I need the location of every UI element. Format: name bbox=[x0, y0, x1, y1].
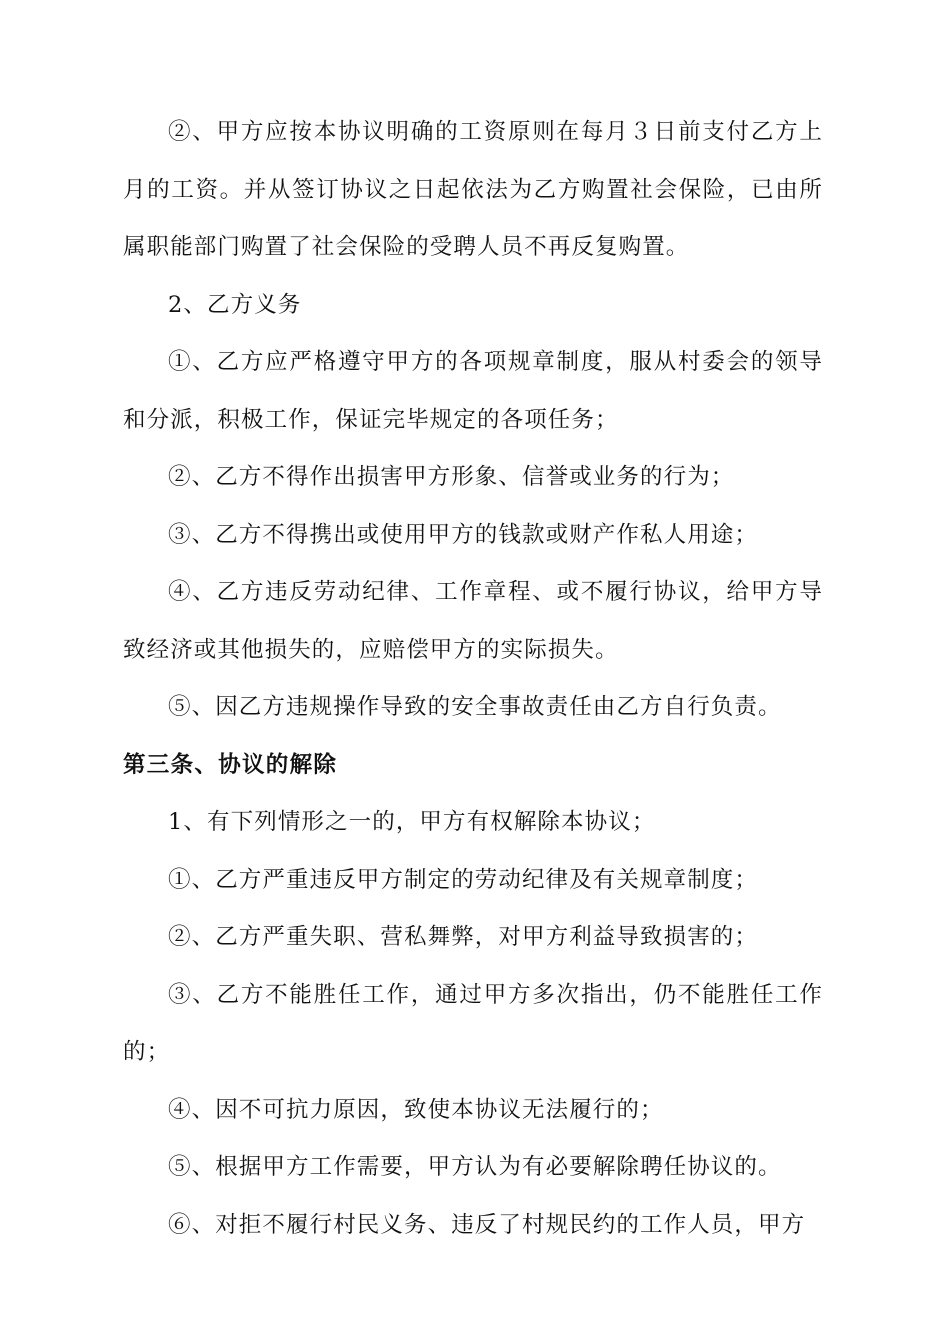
paragraph-obligation-2: ②、乙方不得作出损害甲方形象、信誉或业务的行为； bbox=[168, 464, 735, 490]
document-body bbox=[123, 104, 823, 1254]
paragraph-salary-payment: ②、甲方应按本协议明确的工资原则在每月３日前支付乙方上月的工资。并从签订协议之日起依法为乙方购置社会保险，已由所属职能部门购置了社会保险的受聘人员不再反复购置。 bbox=[123, 119, 823, 260]
paragraph-obligation-4: ④、乙方违反劳动纪律、工作章程、或不履行协议，给甲方导致经济或其他损失的，应赔偿甲方的实际损失。 bbox=[123, 579, 823, 663]
paragraph-termination-6: ⑥、对拒不履行村民义务、违反了村规民约的工作人员，甲方 bbox=[168, 1211, 806, 1238]
section-heading-article-3: 第三条、协议的解除 bbox=[123, 751, 338, 778]
paragraph-termination-4: ④、因不可抗力原因，致使本协议无法履行的； bbox=[168, 1096, 664, 1123]
paragraph-termination-2: ②、乙方严重失职、营私舞弊，对甲方利益导致损害的； bbox=[168, 924, 759, 950]
paragraph-obligation-1: ①、乙方应严格遵守甲方的各项规章制度，服从村委会的领导和分派，积极工作，保证完毕规定的各项任务； bbox=[123, 349, 823, 433]
paragraph-termination-3: ③、乙方不能胜任工作，通过甲方多次指出，仍不能胜任工作的； bbox=[123, 981, 823, 1065]
paragraph-obligation-3: ③、乙方不得携出或使用甲方的钱款或财产作私人用途； bbox=[168, 521, 759, 548]
paragraph-obligation-5: ⑤、因乙方违规操作导致的安全事故责任由乙方自行负责。 bbox=[168, 694, 782, 720]
paragraph-termination-5: ⑤、根据甲方工作需要，甲方认为有必要解除聘任协议的。 bbox=[168, 1154, 782, 1180]
paragraph-party-b-obligations-title: 2、乙方义务 bbox=[168, 291, 302, 318]
paragraph-termination-intro: 1、有下列情形之一的，甲方有权解除本协议； bbox=[168, 809, 656, 835]
paragraph-termination-1: ①、乙方严重违反甲方制定的劳动纪律及有关规章制度； bbox=[168, 866, 759, 893]
